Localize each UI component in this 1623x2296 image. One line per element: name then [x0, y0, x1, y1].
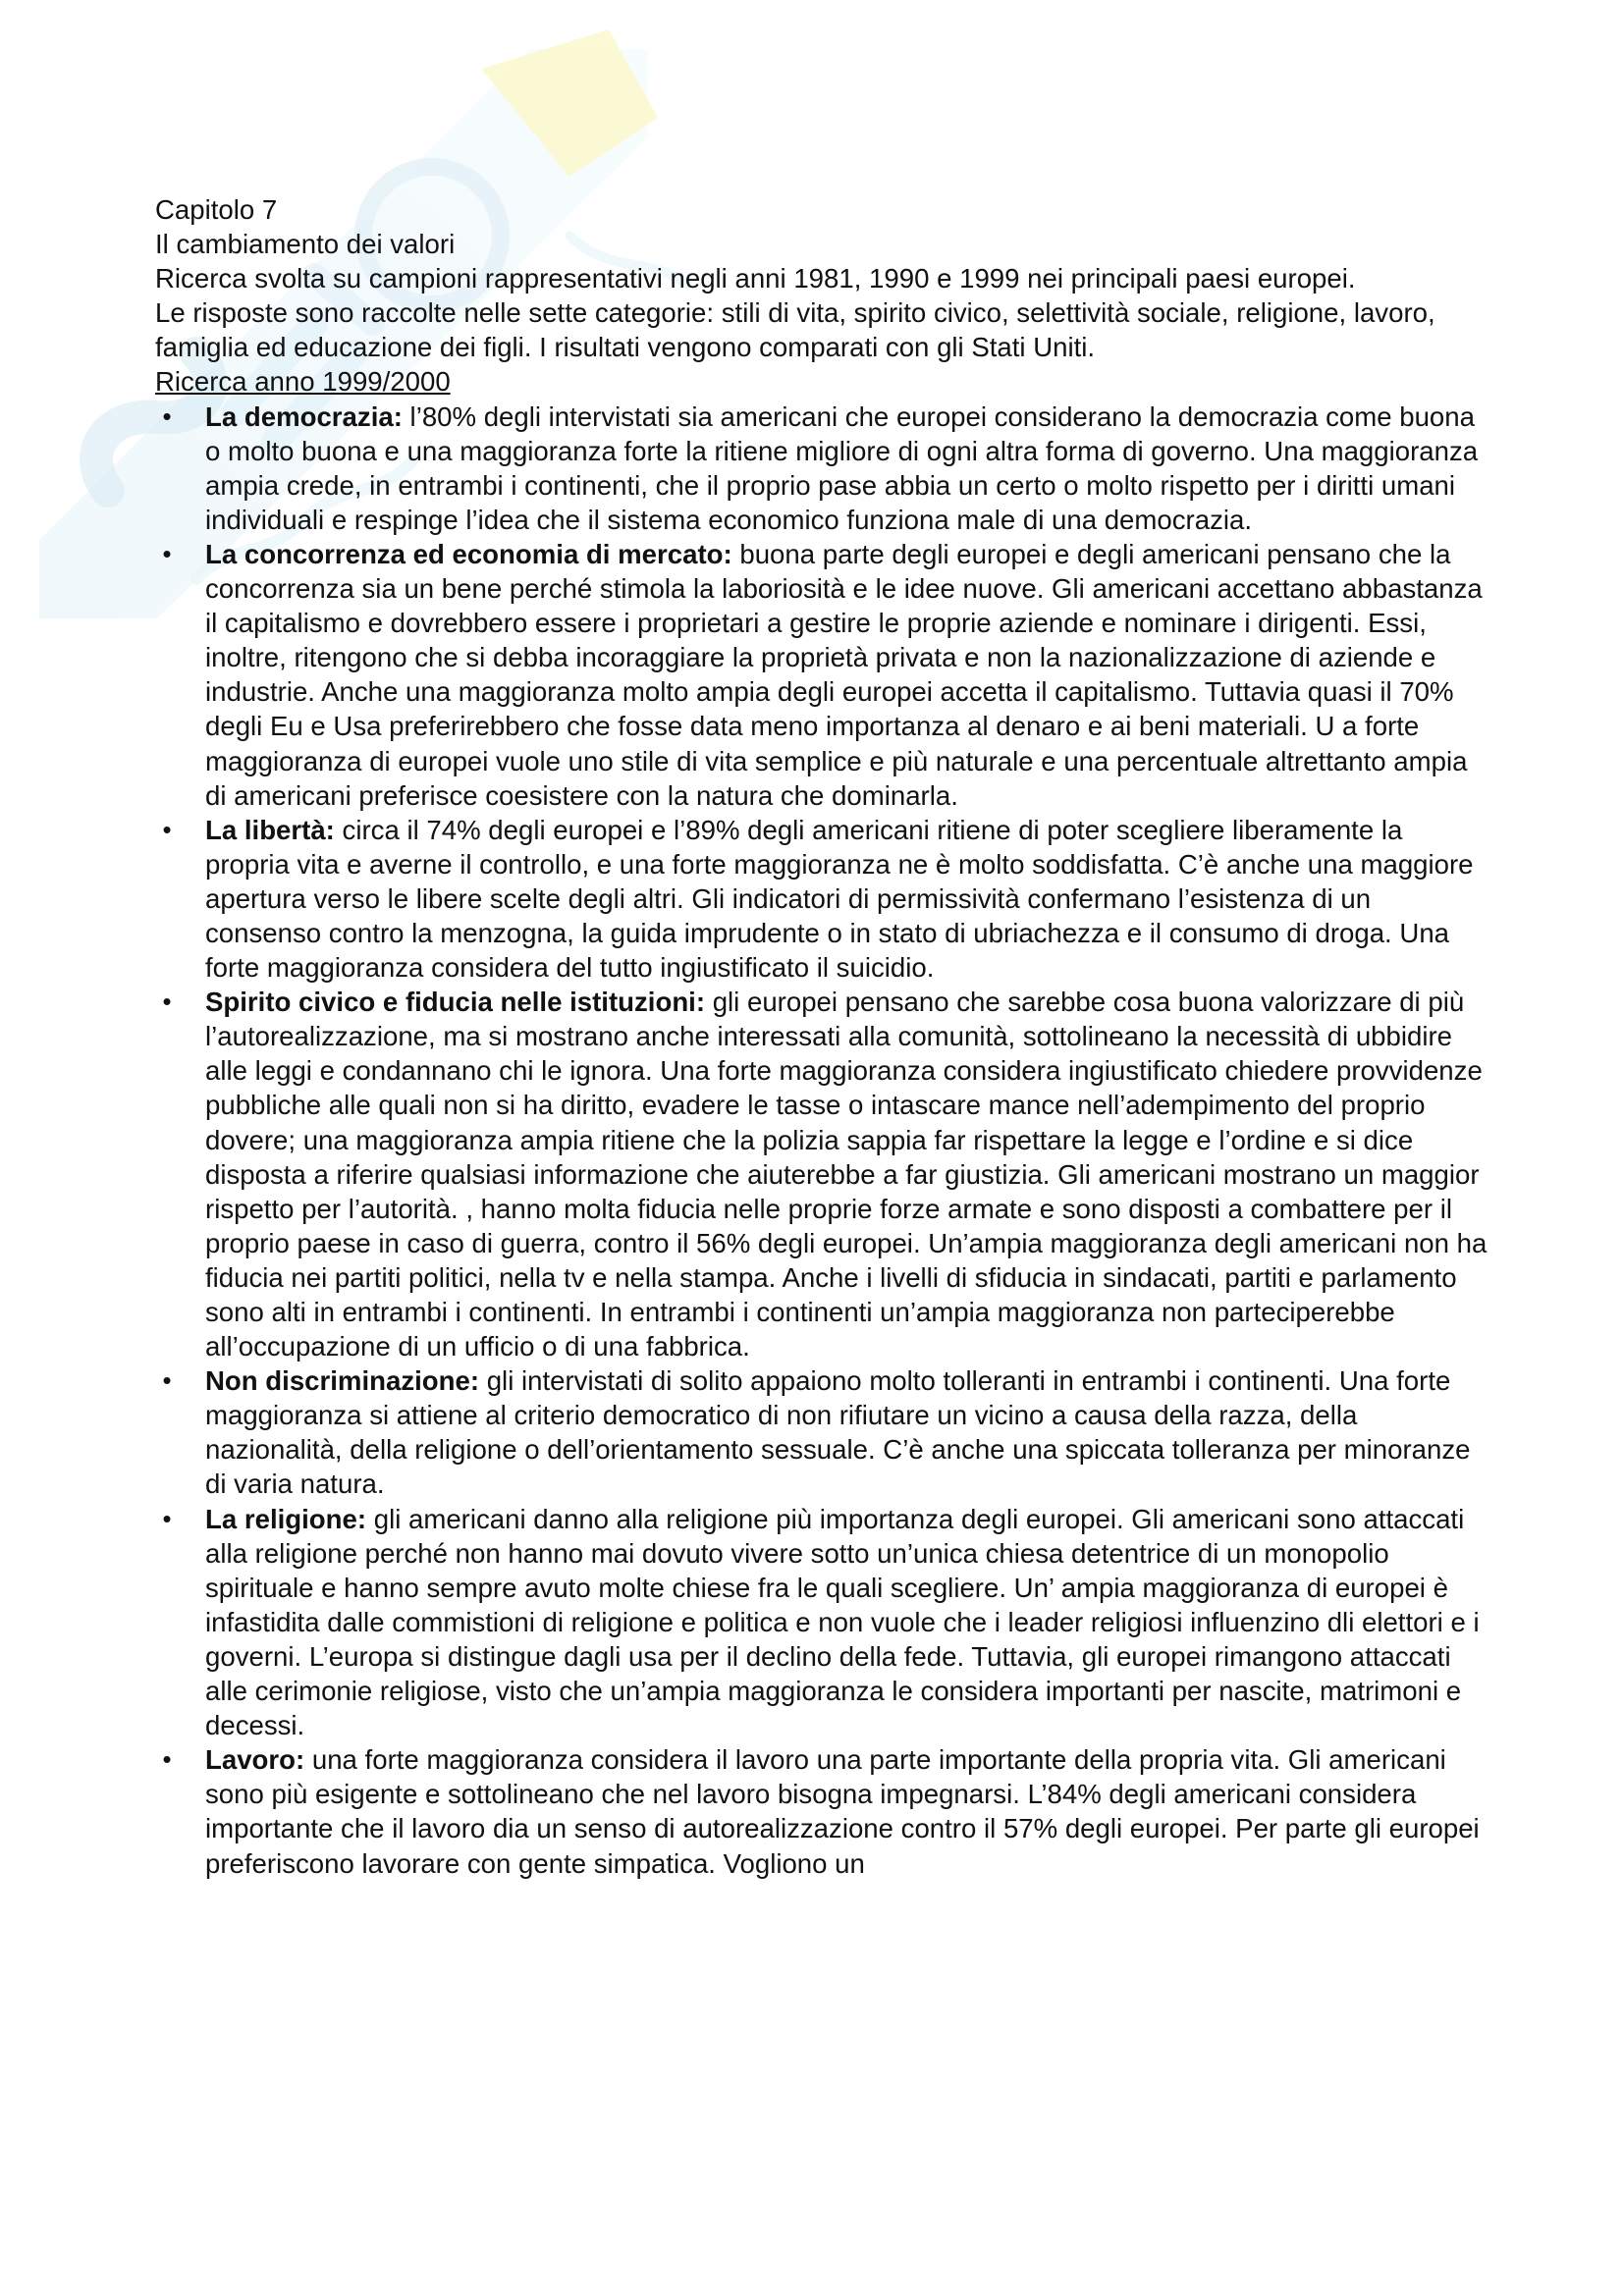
bullet-icon: • — [162, 814, 172, 844]
list-item — [155, 1502, 1490, 1743]
item-term: Lavoro: — [205, 1744, 305, 1776]
item-text: buona parte degli europei e degli americani pensano che la concorrenza sia un bene perché stimola la laboriosità e le idee nuove. Gli americani accettano abbastanza il capitalismo e dovrebbero essere i proprietari a gestire le proprie aziende e nominare i dirigenti. Essi, inoltre, ritengono che si debba incoraggiare la proprietà privata e non la nazionalizzazione di aziende e industrie. Anche una maggioranza molto ampia degli europei accetta il capitalismo. Tuttavia quasi il 70% degli Eu e Usa preferirebbero che fosse data meno importanza al denaro e ai beni materiali. U a forte maggioranza di europei vuole uno stile di vita semplice e più naturale e una percentuale altrettanto ampia di americani preferisce coesistere con la natura che dominarla. — [205, 538, 1483, 811]
bullet-icon: • — [162, 987, 172, 1017]
chapter-label: Capitolo 7 — [155, 194, 278, 225]
list-item — [155, 985, 1490, 1363]
bullet-icon: • — [162, 1365, 172, 1396]
list-item — [155, 400, 1490, 537]
item-text: gli americani danno alla religione più importanza degli europei. Gli americani sono attaccati alla religione perché non hanno mai dovuto vivere sotto un’unica chiesa detentrice di un monopolio spirituale e hanno sempre avuto molte chiese fra le quali scegliere. Un’ ampia maggioranza di europei è infastidita dalle commistioni di religione e politica e non vuole che i leader religiosi influenzino dli elettori e i governi. L’europa si distingue dagli usa per il declino della fede. Tuttavia, gli europei rimangono attaccati alle cerimonie religiose, visto che un’ampia maggioranza le considera importanti per nascite, matrimoni e decessi. — [205, 1503, 1480, 1741]
intro-paragraph-1: Ricerca svolta su campioni rappresentativi negli anni 1981, 1990 e 1999 nei principali paesi europei. — [155, 263, 1356, 294]
section-heading: Ricerca anno 1999/2000 — [155, 366, 451, 398]
item-term: Spirito civico e fiducia nelle istituzioni: — [205, 987, 706, 1018]
item-term: La libertà: — [205, 814, 335, 845]
chapter-title: Il cambiamento dei valori — [155, 229, 456, 260]
document-page — [155, 192, 1490, 1881]
bullet-icon: • — [162, 1744, 172, 1775]
bullet-icon: • — [162, 1503, 172, 1533]
item-term: La religione: — [205, 1503, 367, 1534]
list-item — [155, 813, 1490, 985]
item-text: una forte maggioranza considera il lavoro una parte importante della propria vita. Gli americani sono più esigente e sottolineano che nel lavoro bisogna impegnarsi. L’84% degli americani considera importante che il lavoro dia un senso di autorealizzazione contro il 57% degli europei. Per parte gli europei preferiscono lavorare con gente simpatica. Vogliono un — [205, 1744, 1480, 1879]
list-item — [155, 1742, 1490, 1880]
item-term: La concorrenza ed economia di mercato: — [205, 538, 732, 569]
list-item — [155, 1363, 1490, 1501]
list-item — [155, 537, 1490, 813]
item-text: circa il 74% degli europei e l’89% degli americani ritiene di poter scegliere liberamente la propria vita e averne il controllo, e una forte maggioranza ne è molto soddisfatta. C’è anche una maggiore apertura verso le libere scelte degli altri. Gli indicatori di permissività confermano l’esistenza di un consenso contro la menzogna, la guida imprudente o in stato di ubriachezza e il consumo di droga. Una forte maggioranza considera del tutto ingiustificato il suicidio. — [205, 814, 1474, 984]
bullet-icon: • — [162, 400, 172, 431]
item-text: l’80% degli intervistati sia americani che europei considerano la democrazia come buona o molto buona e una maggioranza forte la ritiene migliore di ogni altra forma di governo. Una maggioranza ampia crede, in entrambi i continenti, che il proprio pase abbia un certo o molto rispetto per i diritti umani individuali e respinge l’idea che il sistema economico funziona male di una democrazia. — [205, 400, 1479, 535]
intro-paragraph-2: Le risposte sono raccolte nelle sette categorie: stili di vita, spirito civico, selettività sociale, religione, lavoro, famiglia ed educazione dei figli. I risultati vengono comparati con gli Stati Uniti. — [155, 297, 1435, 363]
item-term: La democrazia: — [205, 400, 403, 432]
bullet-icon: • — [162, 538, 172, 568]
item-term: Non discriminazione: — [205, 1365, 480, 1397]
item-text: gli intervistati di solito appaiono molto tolleranti in entrambi i continenti. Una forte maggioranza si attiene al criterio democratico di non rifiutare un vicino a causa della razza, della nazionalità, della religione o dell’orientamento sessuale. C’è anche una spiccata tolleranza per minoranze di varia natura. — [205, 1365, 1471, 1500]
item-text: gli europei pensano che sarebbe cosa buona valorizzare di più l’autorealizzazione, ma si mostrano anche interessati alla comunità, sottolineano la necessità di ubbidire alle leggi e condannano chi le ignora. Una forte maggioranza considera ingiustificato chiedere provvidenze pubbliche alle quali non si ha diritto, evadere le tasse o intascare mance nell’adempimento del proprio dovere; una maggioranza ampia ritiene che la polizia sappia far rispettare la legge e l’ordine e si dice disposta a riferire qualsiasi informazione che aiuterebbe a far giustizia. Gli americani mostrano un maggior rispetto per l’autorità. , hanno molta fiducia nelle proprie forze armate e sono disposti a combattere per il proprio paese in caso di guerra, contro il 56% degli europei. Un’ampia maggioranza degli americani non ha fiducia nei partiti politici, nella tv e nella stampa. Anche i livelli di sfiducia in sindacati, partiti e parlamento sono alti in entrambi i continenti. In entrambi i continenti un’ampia maggioranza non parteciperebbe all’occupazione di un ufficio o di una fabbrica. — [205, 987, 1488, 1362]
findings-list — [155, 400, 1490, 1881]
